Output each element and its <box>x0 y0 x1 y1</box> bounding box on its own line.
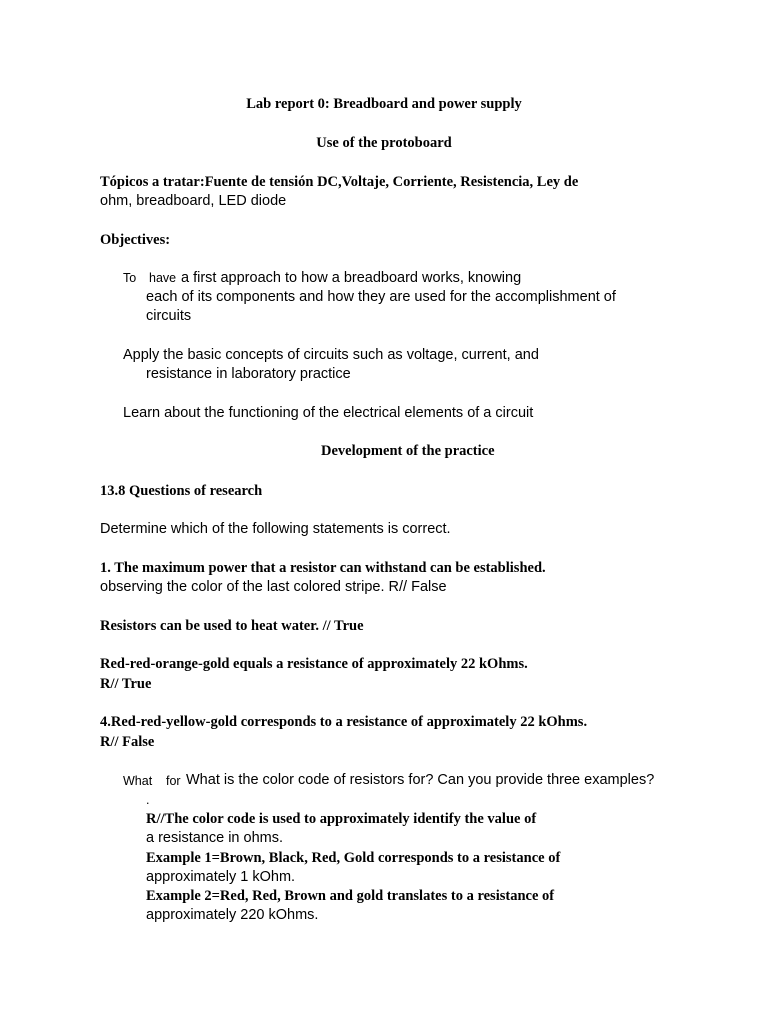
intro-text: Determine which of the following statements is correct. <box>100 521 451 537</box>
development-heading: Development of the practice <box>321 443 495 459</box>
question-4: 4.Red-red-yellow-gold corresponds to a resistance of approximately 22 kOhms. <box>100 714 588 730</box>
document-title: Lab report 0: Breadboard and power supply <box>246 96 522 112</box>
document-subtitle: Use of the protoboard <box>316 135 452 151</box>
objective-1-lead-word-2: have <box>149 271 177 285</box>
objective-1-line-1: a first approach to how a breadboard works, knowing <box>181 270 522 286</box>
question-2: Resistors can be used to heat water. // True <box>100 618 364 634</box>
objectives-heading: Objectives: <box>100 232 171 248</box>
question-3: Red-red-orange-gold equals a resistance of approximately 22 kOhms. <box>100 656 528 672</box>
topics-continuation: ohm, breadboard, LED diode <box>100 193 287 209</box>
color-code-answer: R//The color code is used to approximately identify the value of <box>146 811 537 827</box>
objective-1-line-3: circuits <box>146 308 192 324</box>
color-code-lead-word: What <box>123 774 153 788</box>
objective-1-lead-word: To <box>123 271 137 285</box>
question-1: 1. The maximum power that a resistor can withstand can be established. <box>100 560 546 576</box>
example-1: Example 1=Brown, Black, Red, Gold corresponds to a resistance of <box>146 850 561 866</box>
question-1-continuation: observing the color of the last colored stripe. R// False <box>100 579 447 595</box>
color-code-question: What is the color code of resistors for? Can you provide three examples? <box>186 772 655 788</box>
question-4-answer: R// False <box>100 734 155 750</box>
color-code-answer-continuation: a resistance in ohms. <box>146 830 284 846</box>
example-2-continuation: approximately 220 kOhms. <box>146 907 319 923</box>
question-3-answer: R// True <box>100 676 152 692</box>
objective-2-line-1: Apply the basic concepts of circuits such as voltage, current, and <box>123 347 539 363</box>
topics-line: Tópicos a tratar:Fuente de tensión DC,Voltaje, Corriente, Resistencia, Ley de <box>100 174 579 190</box>
color-code-lead-word-2: for <box>166 774 181 788</box>
objective-3-line-1: Learn about the functioning of the electrical elements of a circuit <box>123 405 534 421</box>
example-2: Example 2=Red, Red, Brown and gold translates to a resistance of <box>146 888 555 904</box>
objective-2-line-2: resistance in laboratory practice <box>146 366 351 382</box>
section-heading: 13.8 Questions of research <box>100 483 263 499</box>
example-1-continuation: approximately 1 kOhm. <box>146 869 296 885</box>
color-code-dot: . <box>146 793 150 807</box>
objective-1-line-2: each of its components and how they are used for the accomplishment of <box>146 289 616 305</box>
